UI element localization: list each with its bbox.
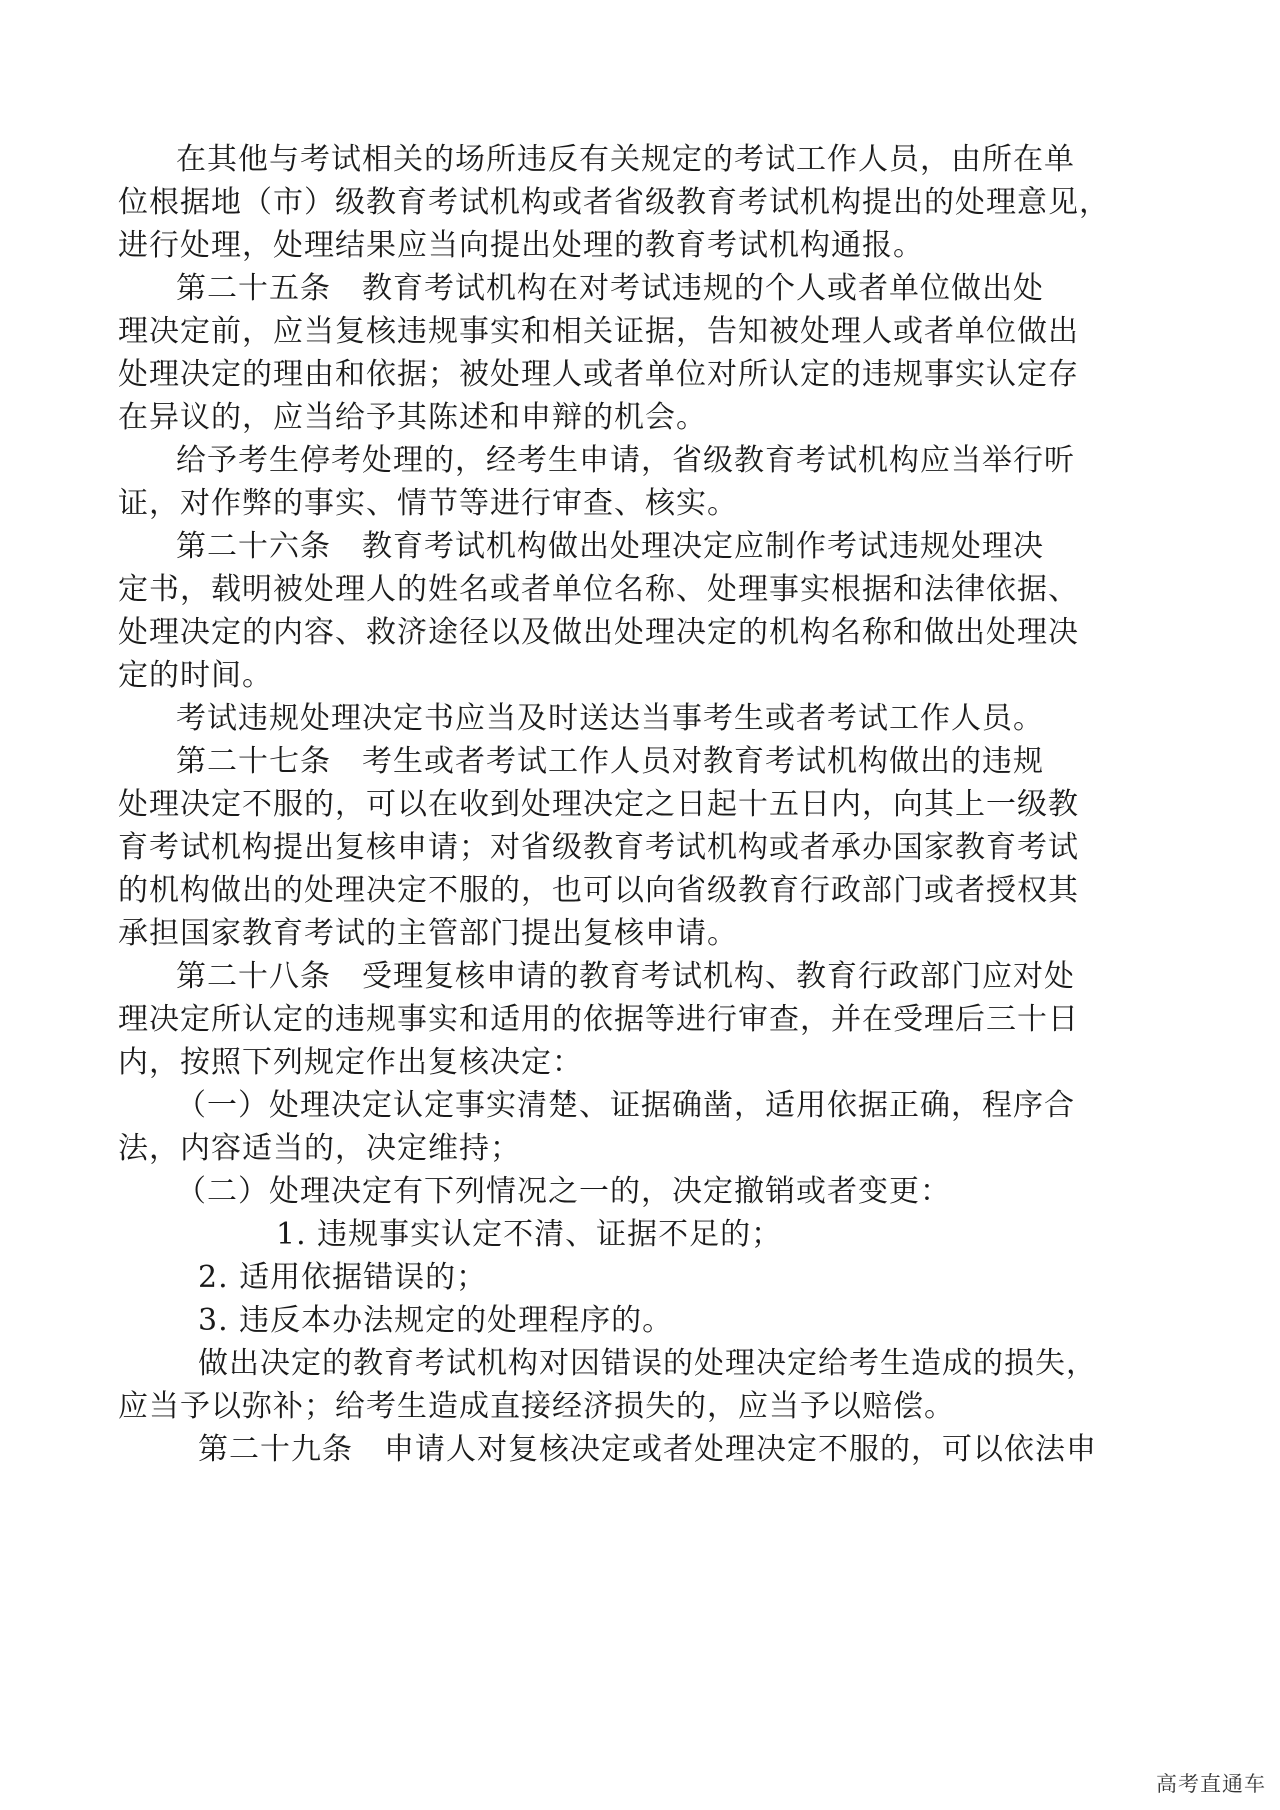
text-line: 定书，载明被处理人的姓名或者单位名称、处理事实根据和法律依据、	[118, 572, 1079, 607]
text-line: 法，内容适当的，决定维持；	[118, 1131, 521, 1166]
text-line: 1. 违规事实认定不清、证据不足的；	[276, 1217, 783, 1252]
text-line: 3. 违反本办法规定的处理程序的。	[198, 1303, 674, 1338]
text-line: 内，按照下列规定作出复核决定：	[118, 1045, 583, 1080]
text-line: 理决定前，应当复核违规事实和相关证据，告知被处理人或者单位做出	[118, 314, 1079, 349]
text-line: 2. 适用依据错误的；	[198, 1260, 488, 1295]
text-line: 承担国家教育考试的主管部门提出复核申请。	[118, 916, 738, 951]
text-line: 位根据地（市）级教育考试机构或者省级教育考试机构提出的处理意见，	[118, 185, 1110, 220]
text-line: 第二十六条 教育考试机构做出处理决定应制作考试违规处理决	[176, 529, 1044, 564]
text-line: 的机构做出的处理决定不服的，也可以向省级教育行政部门或者授权其	[118, 873, 1079, 908]
text-line: 考试违规处理决定书应当及时送达当事考生或者考试工作人员。	[176, 701, 1044, 736]
text-line: 证，对作弊的事实、情节等进行审查、核实。	[118, 486, 738, 521]
text-line: 第二十八条 受理复核申请的教育考试机构、教育行政部门应对处	[176, 959, 1075, 994]
text-line: 应当予以弥补；给考生造成直接经济损失的，应当予以赔偿。	[118, 1389, 955, 1424]
text-line: 在异议的，应当给予其陈述和申辩的机会。	[118, 400, 707, 435]
text-line: 处理决定的内容、救济途径以及做出处理决定的机构名称和做出处理决	[118, 615, 1079, 650]
text-line: 进行处理，处理结果应当向提出处理的教育考试机构通报。	[118, 228, 924, 263]
text-line: （二）处理决定有下列情况之一的，决定撤销或者变更：	[176, 1174, 951, 1209]
text-line: 第二十五条 教育考试机构在对考试违规的个人或者单位做出处	[176, 271, 1044, 306]
text-line: 处理决定的理由和依据；被处理人或者单位对所认定的违规事实认定存	[118, 357, 1079, 392]
text-line: 做出决定的教育考试机构对因错误的处理决定给考生造成的损失，	[198, 1346, 1097, 1381]
watermark-text: 高考直通车	[1156, 1772, 1266, 1796]
text-line: 理决定所认定的违规事实和适用的依据等进行审查，并在受理后三十日	[118, 1002, 1079, 1037]
text-line: 在其他与考试相关的场所违反有关规定的考试工作人员，由所在单	[176, 142, 1075, 177]
text-line: 定的时间。	[118, 658, 273, 693]
text-line: 育考试机构提出复核申请；对省级教育考试机构或者承办国家教育考试	[118, 830, 1079, 865]
text-line: 处理决定不服的，可以在收到处理决定之日起十五日内，向其上一级教	[118, 787, 1079, 822]
text-line: （一）处理决定认定事实清楚、证据确凿，适用依据正确，程序合	[176, 1088, 1075, 1123]
text-line: 第二十七条 考生或者考试工作人员对教育考试机构做出的违规	[176, 744, 1044, 779]
text-line: 给予考生停考处理的，经考生申请，省级教育考试机构应当举行听	[176, 443, 1075, 478]
text-line: 第二十九条 申请人对复核决定或者处理决定不服的，可以依法申	[198, 1432, 1097, 1467]
